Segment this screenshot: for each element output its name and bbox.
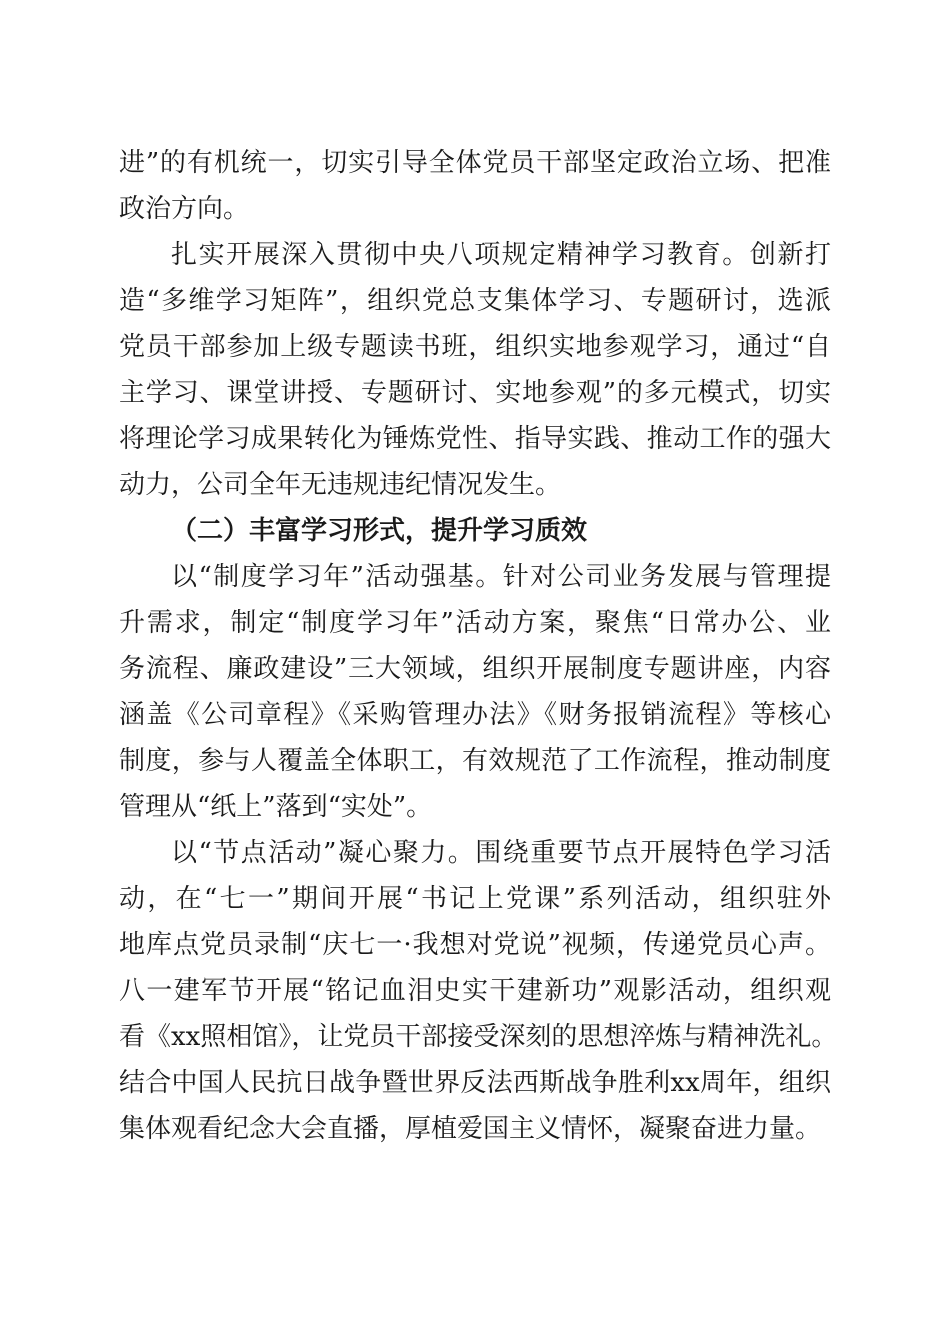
section-heading: （二）丰富学习形式，提升学习质效 — [171, 516, 588, 546]
paragraph-3-line-3: 务流程、廉政建设”三大领域，组织开展制度专题讲座，内容 — [119, 654, 831, 684]
paragraph-4-line-3: 地库点党员录制“庆七一·我想对党说”视频，传递党员心声。 — [119, 930, 831, 960]
paragraph-1-line-2: 政治方向。 — [119, 194, 250, 224]
paragraph-2-line-2: 造“多维学习矩阵”，组织党总支集体学习、专题研讨，选派 — [119, 286, 831, 316]
paragraph-4-line-5: 看《xx照相馆》，让党员干部接受深刻的思想淬炼与精神洗礼。 — [119, 1022, 838, 1052]
paragraph-3-line-6: 管理从“纸上”落到“实处”。 — [119, 792, 433, 822]
paragraph-2-line-1: 扎实开展深入贯彻中央八项规定精神学习教育。创新打 — [171, 240, 831, 270]
paragraph-2-line-3: 党员干部参加上级专题读书班，组织实地参观学习，通过“自 — [119, 332, 831, 362]
paragraph-3-line-4: 涵盖《公司章程》《采购管理办法》《财务报销流程》等核心 — [119, 700, 831, 730]
paragraph-2-line-4: 主学习、课堂讲授、专题研讨、实地参观”的多元模式，切实 — [119, 378, 831, 408]
paragraph-4-line-7: 集体观看纪念大会直播，厚植爱国主义情怀，凝聚奋进力量。 — [119, 1114, 822, 1144]
paragraph-3-line-1: 以“制度学习年”活动强基。针对公司业务发展与管理提 — [171, 562, 831, 592]
paragraph-3-line-2: 升需求，制定“制度学习年”活动方案，聚焦“日常办公、业 — [119, 608, 831, 638]
paragraph-4-line-4: 八一建军节开展“铭记血泪史实干建新功”观影活动，组织观 — [119, 976, 831, 1006]
paragraph-4-line-2: 动，在“七一”期间开展“书记上党课”系列活动，组织驻外 — [119, 884, 831, 914]
paragraph-4-line-1: 以“节点活动”凝心聚力。围绕重要节点开展特色学习活 — [171, 838, 831, 868]
paragraph-2-line-5: 将理论学习成果转化为锤炼党性、指导实践、推动工作的强大 — [119, 424, 831, 454]
paragraph-3-line-5: 制度，参与人覆盖全体职工，有效规范了工作流程，推动制度 — [119, 746, 831, 776]
paragraph-2-line-6: 动力，公司全年无违规违纪情况发生。 — [119, 470, 562, 500]
paragraph-1-line-1: 进”的有机统一，切实引导全体党员干部坚定政治立场、把准 — [119, 148, 831, 178]
paragraph-4-line-6: 结合中国人民抗日战争暨世界反法西斯战争胜利xx周年，组织 — [119, 1068, 831, 1098]
